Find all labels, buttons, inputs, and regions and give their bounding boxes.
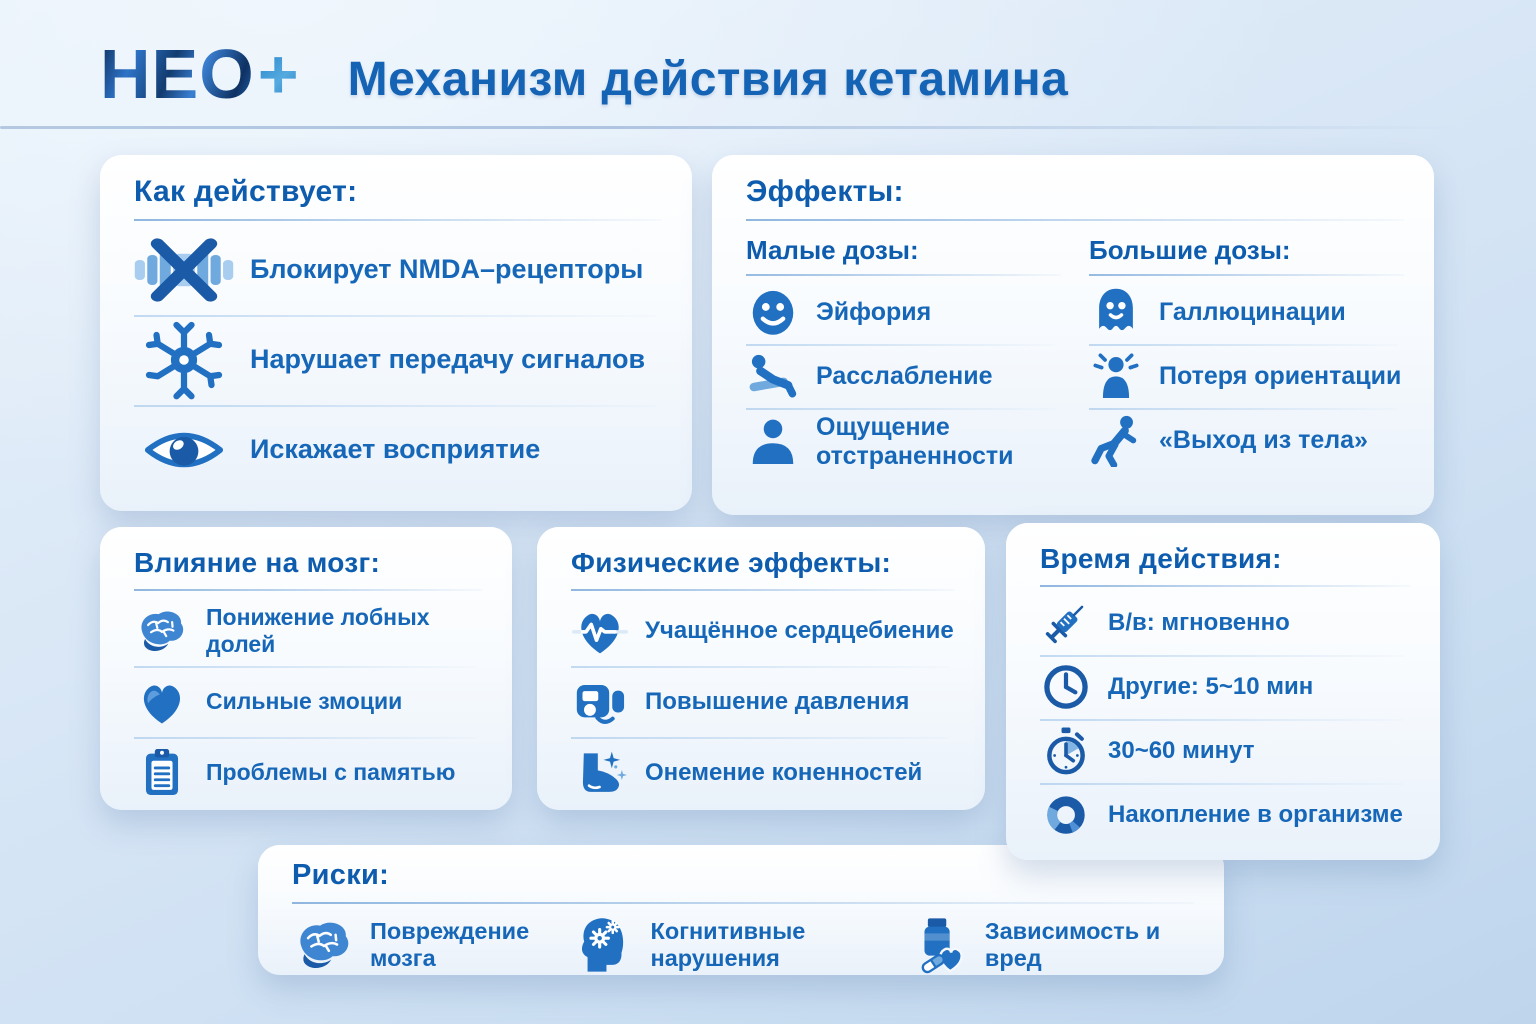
- title-divider: [292, 902, 1194, 904]
- out-of-body-icon: [1089, 413, 1143, 467]
- list-item: [134, 595, 482, 666]
- title-divider: [134, 589, 482, 591]
- smiley-face-icon: [746, 285, 800, 339]
- row-label: Ощущение отстраненности: [816, 413, 1014, 470]
- row-label: Повышение давления: [645, 687, 910, 715]
- list-item: [1040, 591, 1410, 655]
- card-how-it-works: [100, 155, 692, 511]
- logo-plus-icon: +: [257, 35, 300, 113]
- title-divider: [571, 589, 955, 591]
- brain-icon: [134, 604, 190, 658]
- row-label: Эйфория: [816, 297, 932, 326]
- card-effects: [712, 155, 1434, 515]
- card-duration: [1006, 523, 1440, 860]
- clipboard-icon: [134, 746, 190, 800]
- list-item: [292, 914, 573, 976]
- pill-bottle-icon: [907, 914, 971, 976]
- rows: [134, 595, 482, 808]
- subtitle-divider: [746, 274, 1061, 276]
- card-title: Влияние на мозг:: [134, 547, 381, 578]
- list-item: [1040, 655, 1410, 719]
- person-silhouette-icon: [746, 415, 800, 469]
- rows: [292, 908, 1194, 982]
- card-brain-impact: [100, 527, 512, 810]
- numb-foot-icon: [571, 745, 629, 801]
- row-label: «Выход из тела»: [1159, 425, 1368, 454]
- header-divider: [0, 126, 1460, 129]
- clock-icon: [1040, 661, 1092, 713]
- row-label: Искажает восприятие: [250, 434, 541, 465]
- list-item: [1089, 344, 1404, 408]
- row-label: Зависимость и вред: [984, 917, 1161, 971]
- card-physical-effects: [537, 527, 985, 810]
- row-label: В/в: мгновенно: [1108, 609, 1290, 637]
- list-item: [1089, 280, 1404, 344]
- row-label: Когнитивные нарушения: [650, 917, 806, 971]
- column-subtitle: Большие дозы:: [1089, 235, 1291, 265]
- card-title: Эффекты:: [746, 175, 904, 208]
- row-label: Галлюцинации: [1159, 297, 1346, 326]
- cognitive-impairment-icon: [573, 914, 637, 976]
- row-label: Расслабление: [816, 361, 993, 390]
- syringe-icon: [1040, 597, 1092, 649]
- list-item: [134, 737, 482, 808]
- list-item: [907, 914, 1194, 976]
- row-label: Сильные змоции: [206, 688, 403, 715]
- card-title: Как действует:: [134, 175, 358, 208]
- row-label: Потеря ориентации: [1159, 361, 1402, 390]
- neo-plus-logo: [100, 35, 300, 113]
- list-item: [571, 595, 955, 666]
- logo-text: НЕО: [100, 35, 255, 113]
- column-subtitle: Малые дозы:: [746, 235, 919, 265]
- heart-icon: [134, 675, 190, 729]
- subtitle-divider: [1089, 274, 1404, 276]
- list-item: [571, 737, 955, 808]
- neuron-icon: [134, 320, 234, 400]
- dose-columns: [746, 235, 1404, 476]
- list-item: [571, 666, 955, 737]
- disoriented-person-icon: [1089, 349, 1143, 403]
- accumulation-chart-icon: [1040, 789, 1092, 841]
- rows: [134, 225, 662, 495]
- list-item: [1089, 408, 1404, 472]
- rows: [1040, 591, 1410, 847]
- card-title: Риски:: [292, 859, 390, 891]
- title-divider: [134, 219, 662, 221]
- rows: [1089, 280, 1404, 472]
- list-item: [1040, 783, 1410, 847]
- receptor-blocked-icon: [134, 230, 234, 310]
- row-label: Блокирует NMDA–рецепторы: [250, 254, 644, 285]
- relaxing-person-icon: [746, 349, 800, 403]
- row-label: Другие: 5~10 мин: [1108, 673, 1314, 701]
- heartbeat-icon: [571, 603, 629, 659]
- list-item: [134, 405, 662, 495]
- ghost-icon: [1089, 285, 1143, 339]
- row-label: Проблемы с памятью: [206, 759, 456, 786]
- list-item: [134, 666, 482, 737]
- rows: [571, 595, 955, 808]
- list-item: [746, 408, 1061, 476]
- title-divider: [1040, 585, 1410, 587]
- eye-icon: [134, 410, 234, 490]
- dose-column: [1089, 235, 1404, 476]
- blood-pressure-icon: [571, 674, 629, 730]
- list-item: [746, 344, 1061, 408]
- page-title: Механизм действия кетамина: [347, 53, 1069, 106]
- rows: [746, 280, 1061, 476]
- title-divider: [746, 219, 1404, 221]
- row-label: Учащённое сердцебиение: [645, 616, 954, 644]
- header: [100, 35, 1069, 113]
- row-label: Понижение лобных долей: [206, 604, 430, 657]
- list-item: [1040, 719, 1410, 783]
- row-label: Повреждение мозга: [370, 917, 530, 971]
- card-title: Время действия:: [1040, 543, 1282, 574]
- row-label: Онемение коненностей: [645, 758, 923, 786]
- row-label: 30~60 минут: [1108, 737, 1255, 765]
- brain-damage-icon: [292, 914, 356, 976]
- card-risks: [258, 845, 1224, 975]
- stopwatch-icon: [1040, 725, 1092, 777]
- row-label: Нарушает передачу сигналов: [250, 344, 646, 375]
- row-label: Накопление в организме: [1108, 801, 1403, 829]
- dose-column: [746, 235, 1061, 476]
- list-item: [134, 315, 662, 405]
- list-item: [573, 914, 907, 976]
- list-item: [134, 225, 662, 315]
- card-title: Физические эффекты:: [571, 547, 892, 578]
- list-item: [746, 280, 1061, 344]
